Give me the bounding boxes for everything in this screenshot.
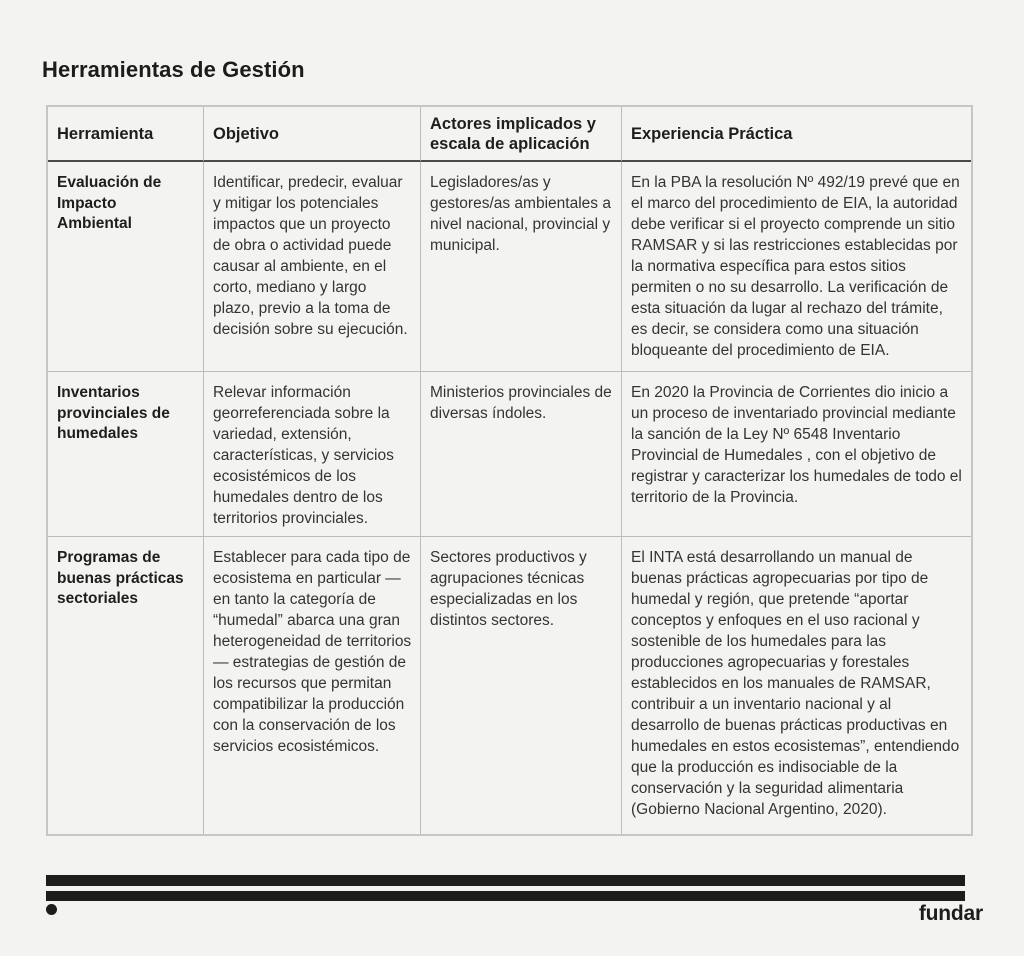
footer-rule-bottom xyxy=(46,891,965,901)
fundar-logo: fundar xyxy=(918,902,983,925)
row2-cell-actores: Ministerios provinciales de diversas índoles. xyxy=(421,372,622,537)
header-cell-actores: Actores implicados y escala de aplicación xyxy=(421,107,622,162)
row1-cell-herramienta: Evaluación de Impacto Ambiental xyxy=(48,162,204,372)
header-cell-objetivo: Objetivo xyxy=(204,107,421,162)
management-tools-table xyxy=(46,105,973,836)
row3-cell-herramienta: Programas de buenas prácticas sectoriales xyxy=(48,537,204,834)
header-cell-herramienta: Herramienta xyxy=(48,107,204,162)
row1-cell-experiencia: En la PBA la resolución Nº 492/19 prevé que en el marco del procedimiento de EIA, la autoridad debe verificar si el proyecto comprende un sitio RAMSAR y si las restricciones establecidas por la normativa específica para estos sitios permiten o no su desarrollo. La verificación de esta situación da lugar al rechazo del trámite, es decir, se considera como una situación bloqueante del procedimiento de EIA. xyxy=(622,162,971,372)
row2-cell-herramienta: Inventarios provinciales de humedales xyxy=(48,372,204,537)
row1-cell-actores: Legisladores/as y gestores/as ambientales a nivel nacional, provincial y municipal. xyxy=(421,162,622,372)
row2-cell-objetivo: Relevar información georreferenciada sobre la variedad, extensión, características, y servicios ecosistémicos de los humedales dentro de los territorios provinciales. xyxy=(204,372,421,537)
page-title: Herramientas de Gestión xyxy=(42,56,305,82)
footer-dot xyxy=(46,904,57,915)
row3-cell-experiencia: El INTA está desarrollando un manual de buenas prácticas agropecuarias por tipo de humedal y región, que pretende “aportar conceptos y enfoques en el uso racional y sostenible de los humedales para las producciones agropecuarias y forestales establecidos en los manuales de RAMSAR, contribuir a un inventario nacional y al desarrollo de buenas prácticas productivas en humedales en estos ecosistemas”, entendiendo que la producción es indisociable de la conservación y la seguridad alimentaria (Gobierno Nacional Argentino, 2020). xyxy=(631,549,960,818)
row3-cell-actores: Sectores productivos y agrupaciones técnicas especializadas en los distintos sectores. xyxy=(421,537,622,834)
header-cell-experiencia: Experiencia Práctica xyxy=(622,107,971,162)
footer-rule-top xyxy=(46,875,965,886)
row2-cell-experiencia: En 2020 la Provincia de Corrientes dio inicio a un proceso de inventariado provincial mediante la sanción de la Ley Nº 6548 Inventario Provincial de Humedales , con el objetivo de registrar y caracterizar los humedales de todo el territorio de la Provincia. xyxy=(622,372,971,537)
row3-cell-objetivo: Establecer para cada tipo de ecosistema en particular —en tanto la categoría de “humedal” abarca una gran heterogeneidad de territorios— estrategias de gestión de los recursos que permitan compatibilizar la producción con la conservación de los servicios ecosistémicos. xyxy=(204,537,421,834)
row1-cell-objetivo: Identificar, predecir, evaluar y mitigar los potenciales impactos que un proyecto de obra o actividad puede causar al ambiente, en el corto, mediano y largo plazo, previo a la toma de decisión sobre su ejecución. xyxy=(204,162,421,372)
